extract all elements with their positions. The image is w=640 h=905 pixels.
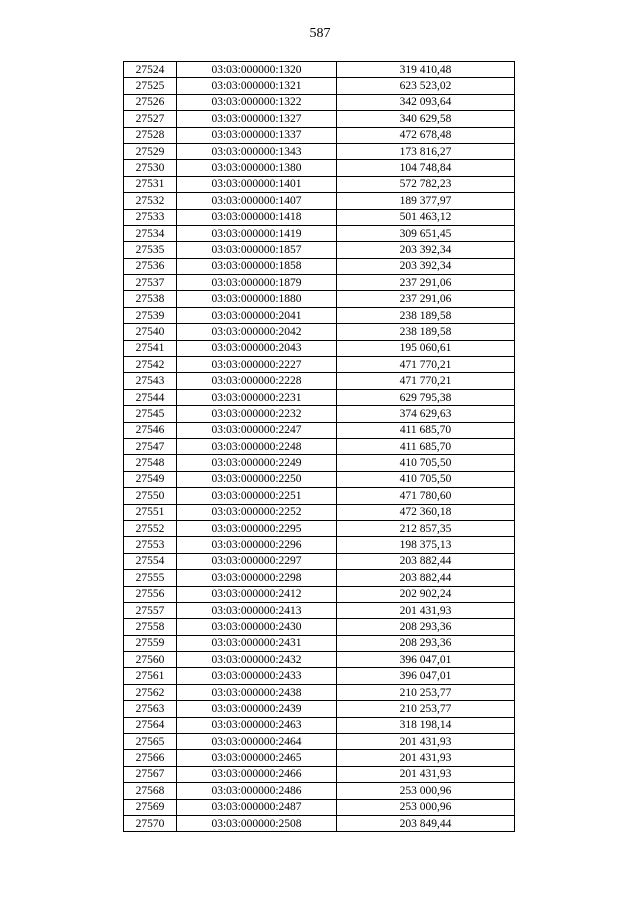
row-number-cell: 27556 [124,586,177,602]
cadastral-value-cell: 411 685,70 [337,422,515,438]
cadastral-value-cell: 237 291,06 [337,275,515,291]
page-number: 587 [309,26,331,41]
row-number-cell: 27525 [124,78,177,94]
row-number-cell: 27544 [124,389,177,405]
cadastral-number-cell: 03:03:000000:2466 [177,766,337,782]
cadastral-value-cell: 410 705,50 [337,471,515,487]
table-row [124,504,515,520]
cadastral-value-cell: 309 651,45 [337,225,515,241]
cadastral-value-cell: 472 678,48 [337,127,515,143]
table-row [124,815,515,831]
cadastral-number-cell: 03:03:000000:2252 [177,504,337,520]
cadastral-number-cell: 03:03:000000:1419 [177,225,337,241]
cadastral-number-cell: 03:03:000000:1380 [177,160,337,176]
row-number-cell: 27537 [124,275,177,291]
row-number-cell: 27570 [124,815,177,831]
table-row [124,750,515,766]
table-row [124,143,515,159]
table-row [124,324,515,340]
row-number-cell: 27540 [124,324,177,340]
table-row [124,586,515,602]
row-number-cell: 27541 [124,340,177,356]
cadastral-number-cell: 03:03:000000:2439 [177,701,337,717]
cadastral-value-cell: 237 291,06 [337,291,515,307]
table-row [124,734,515,750]
table-row [124,520,515,536]
cadastral-value-cell: 471 770,21 [337,357,515,373]
cadastral-number-cell: 03:03:000000:1337 [177,127,337,143]
table-row [124,111,515,127]
table-row [124,209,515,225]
cadastral-value-cell: 104 748,84 [337,160,515,176]
cadastral-value-cell: 238 189,58 [337,307,515,323]
cadastral-value-cell: 253 000,96 [337,799,515,815]
table-row [124,602,515,618]
cadastral-value-cell: 410 705,50 [337,455,515,471]
cadastral-number-cell: 03:03:000000:2248 [177,438,337,454]
row-number-cell: 27554 [124,553,177,569]
cadastral-number-cell: 03:03:000000:2431 [177,635,337,651]
cadastral-value-cell: 201 431,93 [337,750,515,766]
cadastral-value-cell: 501 463,12 [337,209,515,225]
row-number-cell: 27531 [124,176,177,192]
row-number-cell: 27524 [124,62,177,78]
table-row [124,635,515,651]
row-number-cell: 27534 [124,225,177,241]
cadastral-value-cell: 471 770,21 [337,373,515,389]
cadastral-value-cell: 340 629,58 [337,111,515,127]
cadastral-number-cell: 03:03:000000:2296 [177,537,337,553]
cadastral-number-cell: 03:03:000000:2412 [177,586,337,602]
cadastral-value-cell: 623 523,02 [337,78,515,94]
cadastral-number-cell: 03:03:000000:2295 [177,520,337,536]
cadastral-value-cell: 195 060,61 [337,340,515,356]
row-number-cell: 27548 [124,455,177,471]
table-row [124,225,515,241]
row-number-cell: 27533 [124,209,177,225]
cadastral-number-cell: 03:03:000000:1322 [177,94,337,110]
cadastral-value-cell: 208 293,36 [337,635,515,651]
cadastral-number-cell: 03:03:000000:1343 [177,143,337,159]
row-number-cell: 27529 [124,143,177,159]
cadastral-number-cell: 03:03:000000:2465 [177,750,337,766]
table-row [124,62,515,78]
table-row [124,717,515,733]
row-number-cell: 27527 [124,111,177,127]
cadastral-number-cell: 03:03:000000:2486 [177,783,337,799]
table-row [124,537,515,553]
row-number-cell: 27538 [124,291,177,307]
cadastral-number-cell: 03:03:000000:2508 [177,815,337,831]
cadastral-number-cell: 03:03:000000:2231 [177,389,337,405]
row-number-cell: 27536 [124,258,177,274]
row-number-cell: 27528 [124,127,177,143]
table-row [124,127,515,143]
row-number-cell: 27568 [124,783,177,799]
table-row [124,373,515,389]
cadastral-number-cell: 03:03:000000:2413 [177,602,337,618]
cadastral-number-cell: 03:03:000000:2433 [177,668,337,684]
table-row [124,275,515,291]
cadastral-number-cell: 03:03:000000:1858 [177,258,337,274]
row-number-cell: 27546 [124,422,177,438]
cadastral-value-cell: 472 360,18 [337,504,515,520]
row-number-cell: 27532 [124,193,177,209]
table-row [124,160,515,176]
cadastral-value-cell: 342 093,64 [337,94,515,110]
cadastral-number-cell: 03:03:000000:2249 [177,455,337,471]
cadastral-value-cell: 572 782,23 [337,176,515,192]
row-number-cell: 27561 [124,668,177,684]
table-body [124,62,515,832]
cadastral-number-cell: 03:03:000000:1401 [177,176,337,192]
row-number-cell: 27567 [124,766,177,782]
cadastral-number-cell: 03:03:000000:2043 [177,340,337,356]
row-number-cell: 27542 [124,357,177,373]
row-number-cell: 27549 [124,471,177,487]
table-row [124,242,515,258]
cadastral-value-cell: 318 198,14 [337,717,515,733]
table-row [124,783,515,799]
row-number-cell: 27526 [124,94,177,110]
row-number-cell: 27530 [124,160,177,176]
table-row [124,553,515,569]
cadastral-value-cell: 198 375,13 [337,537,515,553]
cadastral-number-cell: 03:03:000000:2487 [177,799,337,815]
table-row [124,766,515,782]
cadastral-number-cell: 03:03:000000:2251 [177,488,337,504]
table-row [124,422,515,438]
cadastral-value-cell: 203 882,44 [337,553,515,569]
row-number-cell: 27558 [124,619,177,635]
table-row [124,291,515,307]
row-number-cell: 27564 [124,717,177,733]
cadastral-number-cell: 03:03:000000:2228 [177,373,337,389]
table-row [124,471,515,487]
row-number-cell: 27543 [124,373,177,389]
cadastral-number-cell: 03:03:000000:2464 [177,734,337,750]
cadastral-number-cell: 03:03:000000:1857 [177,242,337,258]
cadastral-number-cell: 03:03:000000:2042 [177,324,337,340]
cadastral-value-cell: 208 293,36 [337,619,515,635]
cadastral-value-cell: 396 047,01 [337,668,515,684]
cadastral-value-cell: 411 685,70 [337,438,515,454]
cadastral-number-cell: 03:03:000000:1327 [177,111,337,127]
row-number-cell: 27560 [124,652,177,668]
row-number-cell: 27563 [124,701,177,717]
table-row [124,406,515,422]
table-row [124,799,515,815]
row-number-cell: 27566 [124,750,177,766]
cadastral-number-cell: 03:03:000000:2250 [177,471,337,487]
row-number-cell: 27545 [124,406,177,422]
row-number-cell: 27555 [124,570,177,586]
row-number-cell: 27557 [124,602,177,618]
table-row [124,340,515,356]
cadastral-value-cell: 319 410,48 [337,62,515,78]
cadastral-value-cell: 203 392,34 [337,258,515,274]
row-number-cell: 27559 [124,635,177,651]
cadastral-value-cell: 212 857,35 [337,520,515,536]
row-number-cell: 27552 [124,520,177,536]
row-number-cell: 27547 [124,438,177,454]
cadastral-value-cell: 203 882,44 [337,570,515,586]
table-row [124,570,515,586]
table-row [124,668,515,684]
cadastral-value-cell: 210 253,77 [337,701,515,717]
cadastral-number-cell: 03:03:000000:1879 [177,275,337,291]
table-row [124,684,515,700]
cadastral-value-cell: 203 392,34 [337,242,515,258]
row-number-cell: 27535 [124,242,177,258]
table-row [124,94,515,110]
row-number-cell: 27539 [124,307,177,323]
cadastral-number-cell: 03:03:000000:2298 [177,570,337,586]
table-row [124,258,515,274]
table-row [124,701,515,717]
table-row [124,307,515,323]
cadastral-value-cell: 210 253,77 [337,684,515,700]
cadastral-number-cell: 03:03:000000:1321 [177,78,337,94]
cadastral-number-cell: 03:03:000000:2227 [177,357,337,373]
cadastral-number-cell: 03:03:000000:2432 [177,652,337,668]
cadastral-value-cell: 374 629,63 [337,406,515,422]
table-row [124,176,515,192]
cadastral-number-cell: 03:03:000000:2247 [177,422,337,438]
table-row [124,488,515,504]
cadastral-value-cell: 201 431,93 [337,766,515,782]
table-row [124,357,515,373]
cadastral-value-cell: 253 000,96 [337,783,515,799]
row-number-cell: 27569 [124,799,177,815]
cadastral-value-cell: 173 816,27 [337,143,515,159]
cadastral-number-cell: 03:03:000000:2463 [177,717,337,733]
cadastral-value-cell: 201 431,93 [337,602,515,618]
cadastral-number-cell: 03:03:000000:1407 [177,193,337,209]
cadastral-value-cell: 202 902,24 [337,586,515,602]
table-row [124,389,515,405]
cadastral-value-cell: 238 189,58 [337,324,515,340]
row-number-cell: 27550 [124,488,177,504]
cadastral-number-cell: 03:03:000000:1880 [177,291,337,307]
cadastral-value-cell: 629 795,38 [337,389,515,405]
table-row [124,455,515,471]
cadastral-value-cell: 203 849,44 [337,815,515,831]
cadastral-value-cell: 189 377,97 [337,193,515,209]
cadastral-number-cell: 03:03:000000:2232 [177,406,337,422]
table-row [124,619,515,635]
cadastral-value-table [123,61,515,832]
cadastral-value-cell: 396 047,01 [337,652,515,668]
cadastral-number-cell: 03:03:000000:2438 [177,684,337,700]
table-row [124,652,515,668]
cadastral-value-cell: 201 431,93 [337,734,515,750]
row-number-cell: 27562 [124,684,177,700]
cadastral-number-cell: 03:03:000000:1418 [177,209,337,225]
table-row [124,438,515,454]
cadastral-value-cell: 471 780,60 [337,488,515,504]
row-number-cell: 27553 [124,537,177,553]
table-row [124,78,515,94]
cadastral-number-cell: 03:03:000000:2430 [177,619,337,635]
cadastral-number-cell: 03:03:000000:2297 [177,553,337,569]
row-number-cell: 27551 [124,504,177,520]
table-row [124,193,515,209]
cadastral-number-cell: 03:03:000000:1320 [177,62,337,78]
cadastral-number-cell: 03:03:000000:2041 [177,307,337,323]
row-number-cell: 27565 [124,734,177,750]
